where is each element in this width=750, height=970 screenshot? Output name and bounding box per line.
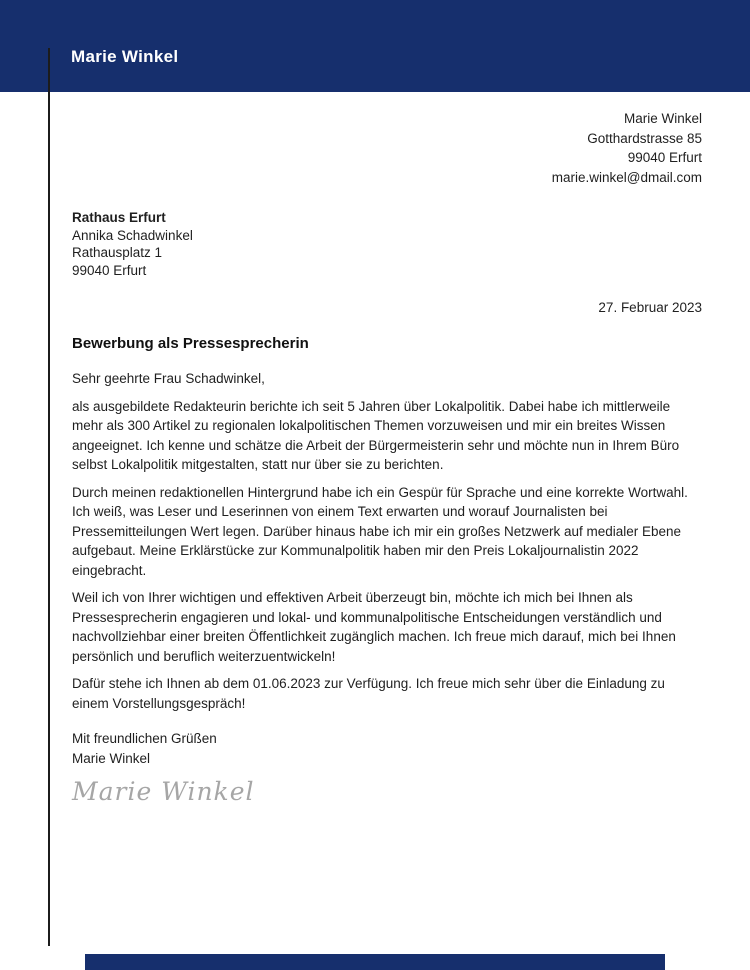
closing-name: Marie Winkel: [72, 750, 151, 766]
recipient-city: 99040 Erfurt: [72, 262, 147, 278]
subject-line: Bewerbung als Pressesprecherin: [72, 334, 309, 352]
footer-band: [85, 954, 665, 970]
recipient-address-block: [72, 209, 702, 279]
letter-body: [72, 92, 702, 807]
handwritten-signature: Marie Winkel: [72, 777, 255, 806]
recipient-company: Rathaus Erfurt: [72, 210, 166, 225]
paragraph-1: als ausgebildete Redakteurin berichte ich seit 5 Jahren über Lokalpolitik. Dabei habe ich mittlerweile mehr als 300 Artikel zu regionalen lokalpolitischen Themen vorzuweisen und mir ein breites Wissen angeeignet. Ich kenne und schätze die Arbeit der Bürgermeisterin sehr und möchte nun in Ihrem Büro selbst Lokalpolitik mitgestalten, statt nur über sie zu berichten.: [72, 398, 680, 472]
recipient-contact: Annika Schadwinkel: [72, 227, 193, 243]
recipient-street: Rathausplatz 1: [72, 245, 163, 260]
paragraph-3: Weil ich von Ihrer wichtigen und effektiven Arbeit überzeugt bin, möchte ich mich bei Ihnen als Pressesprecherin engagieren und lokal- und kommunalpolitische Entscheidungen verständlich und nachvollziehbar einer breiten Öffentlichkeit zugänglich machen. Ich freue mich darauf, mich bei Ihnen persönlich und beruflich weiterzuentwickeln!: [72, 590, 676, 664]
paragraphs-container: [72, 397, 702, 714]
closing-block: [72, 729, 702, 768]
paragraph-4: Dafür stehe ich Ihnen ab dem 01.06.2023 zur Verfügung. Ich freue mich sehr über die Einladung zu einem Vorstellungsgespräch!: [72, 676, 665, 711]
closing-regards: Mit freundlichen Grüßen: [72, 731, 217, 746]
sender-name: Marie Winkel: [623, 111, 702, 126]
sender-street: Gotthardstrasse 85: [587, 130, 702, 146]
sender-email: marie.winkel@dmail.com: [551, 169, 702, 185]
sender-address-block: [72, 109, 702, 187]
left-vertical-rule: [48, 48, 50, 946]
sender-city: 99040 Erfurt: [627, 150, 702, 165]
letter-date: 27. Februar 2023: [598, 300, 702, 315]
salutation: Sehr geehrte Frau Schadwinkel,: [72, 371, 265, 386]
header-applicant-name: Marie Winkel: [71, 47, 179, 66]
header-band: [0, 0, 750, 92]
paragraph-2: Durch meinen redaktionellen Hintergrund habe ich ein Gespür für Sprache und eine korrekte Wortwahl. Ich weiß, was Leser und Leserinnen von einem Text erwarten und worauf Journalisten bei Pressemitteilungen Wert legen. Darüber hinaus habe ich mir ein großes Netzwerk auf medialer Ebene aufgebaut. Meine Erklärstücke zur Kommunalpolitik haben mir den Preis Lokaljournalistin 2022 eingebracht.: [72, 484, 688, 578]
